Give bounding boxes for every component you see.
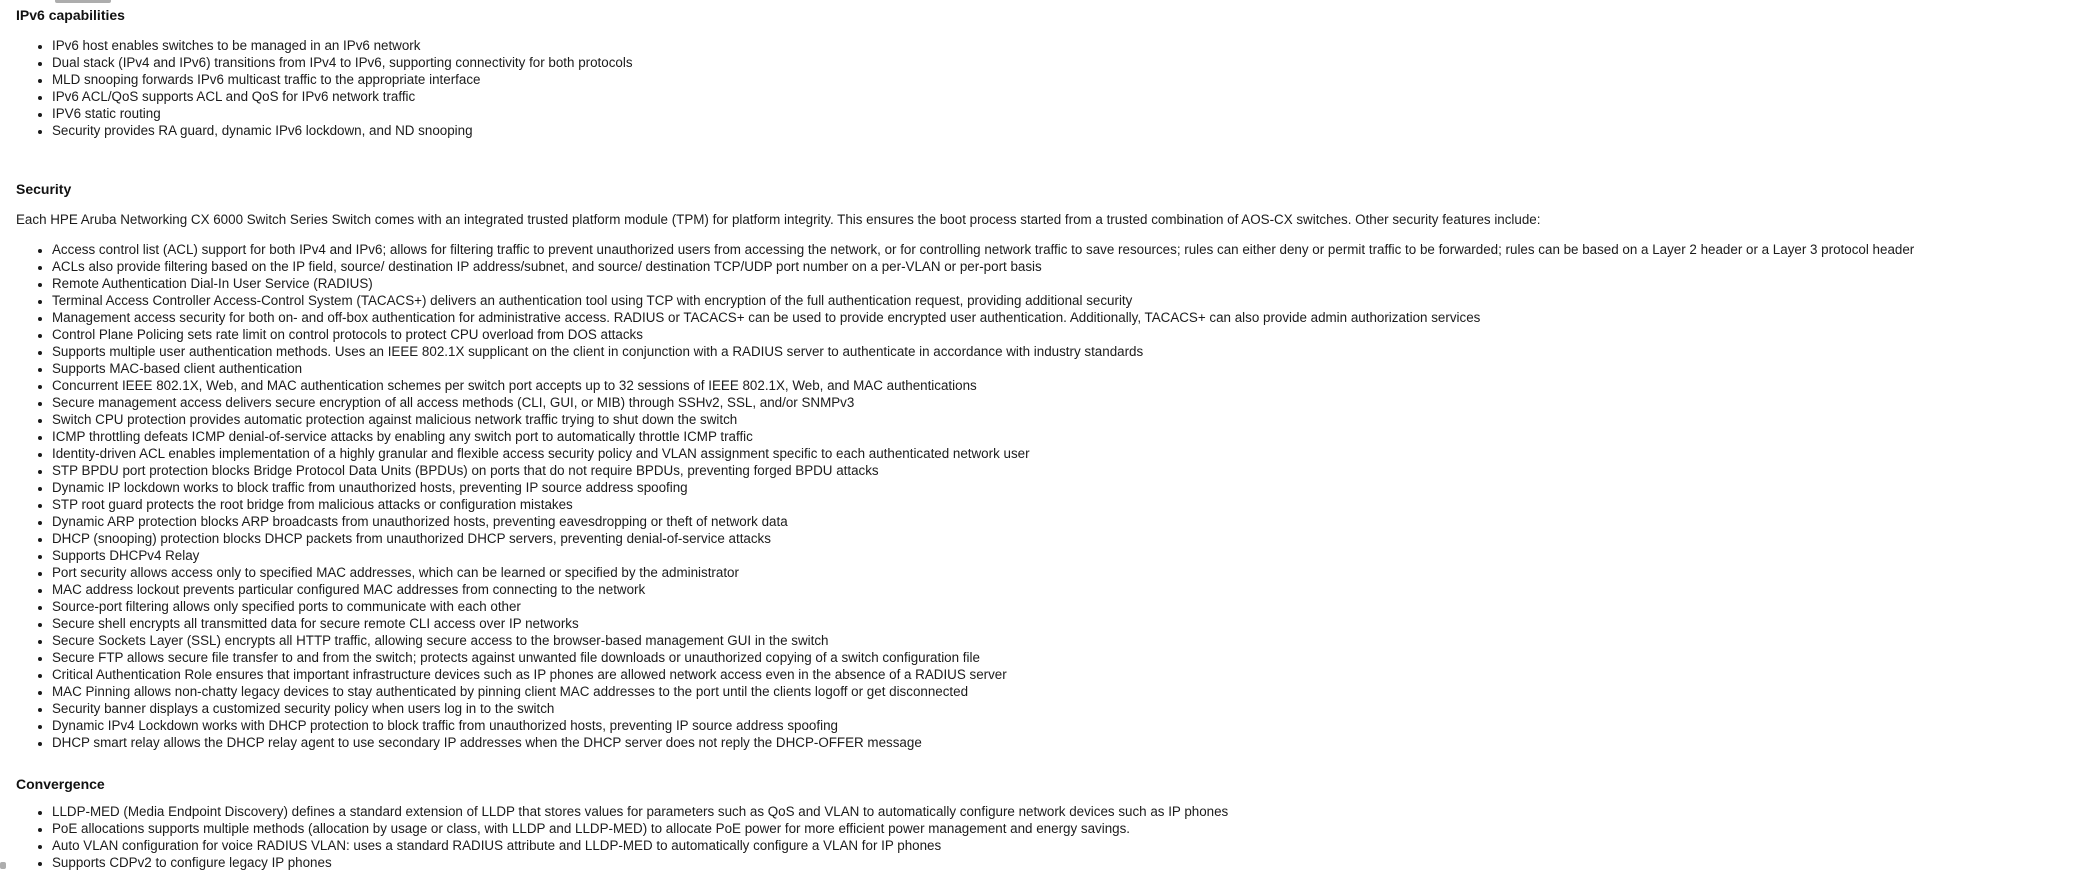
list-item: • IPV6 static routing: [52, 105, 2094, 122]
list-item: • Concurrent IEEE 802.1X, Web, and MAC authentication schemes per switch port accepts up to 32 sessions of IEEE 802.1X, Web, and MAC authentications: [52, 377, 2094, 394]
list-item: • Secure shell encrypts all transmitted data for secure remote CLI access over IP networks: [52, 615, 2094, 632]
list-item: • Supports CDPv2 to configure legacy IP phones: [52, 854, 2094, 871]
list-item: • Control Plane Policing sets rate limit on control protocols to protect CPU overload from DOS attacks: [52, 326, 2094, 343]
list-item: • ACLs also provide filtering based on the IP field, source/ destination IP address/subnet, and source/ destination TCP/UDP port number on a per-VLAN or per-port basis: [52, 258, 2094, 275]
list-item: • Security banner displays a customized security policy when users log in to the switch: [52, 700, 2094, 717]
security-intro-paragraph: Each HPE Aruba Networking CX 6000 Switch Series Switch comes with an integrated trusted platform module (TPM) for platform integrity. This ensures the boot process started from a trusted combination of AOS-CX switches. Other security features include:: [16, 212, 1541, 227]
list-item: • DHCP (snooping) protection blocks DHCP packets from unauthorized DHCP servers, preventing denial-of-service attacks: [52, 530, 2094, 547]
list-item: • ICMP throttling defeats ICMP denial-of-service attacks by enabling any switch port to automatically throttle ICMP traffic: [52, 428, 2094, 445]
list-item: • Dynamic IPv4 Lockdown works with DHCP protection to block traffic from unauthorized hosts, preventing IP source address spoofing: [52, 717, 2094, 734]
section-heading-ipv6-capabilities: IPv6 capabilities: [16, 7, 125, 23]
section-heading-convergence: Convergence: [16, 776, 105, 792]
list-item: • Dual stack (IPv4 and IPv6) transitions from IPv4 to IPv6, supporting connectivity for both protocols: [52, 54, 2094, 71]
convergence-bullet-list: [16, 803, 2094, 871]
list-item: • Security provides RA guard, dynamic IPv6 lockdown, and ND snooping: [52, 122, 2094, 139]
list-item: • Supports DHCPv4 Relay: [52, 547, 2094, 564]
section-convergence: [16, 776, 2094, 871]
list-item: • Secure management access delivers secure encryption of all access methods (CLI, GUI, or MIB) through SSHv2, SSL, and/or SNMPv3: [52, 394, 2094, 411]
list-item: • Critical Authentication Role ensures that important infrastructure devices such as IP phones are allowed network access even in the absence of a RADIUS server: [52, 666, 2094, 683]
list-item: • Supports MAC-based client authentication: [52, 360, 2094, 377]
list-item: • DHCP smart relay allows the DHCP relay agent to use secondary IP addresses when the DHCP server does not reply the DHCP-OFFER message: [52, 734, 2094, 751]
section-ipv6-capabilities: [16, 7, 2094, 139]
crop-artifact-bottom: [0, 862, 6, 869]
list-item: • Dynamic IP lockdown works to block traffic from unauthorized hosts, preventing IP source address spoofing: [52, 479, 2094, 496]
list-item: • MLD snooping forwards IPv6 multicast traffic to the appropriate interface: [52, 71, 2094, 88]
list-item: • Terminal Access Controller Access-Control System (TACACS+) delivers an authentication tool using TCP with encryption of the full authentication request, providing additional security: [52, 292, 2094, 309]
list-item: • Port security allows access only to specified MAC addresses, which can be learned or specified by the administrator: [52, 564, 2094, 581]
security-bullet-list: [16, 241, 2094, 751]
list-item: • MAC Pinning allows non-chatty legacy devices to stay authenticated by pinning client MAC addresses to the port until the clients logoff or get disconnected: [52, 683, 2094, 700]
list-item: • Source-port filtering allows only specified ports to communicate with each other: [52, 598, 2094, 615]
list-item: • STP BPDU port protection blocks Bridge Protocol Data Units (BPDUs) on ports that do not require BPDUs, preventing forged BPDU attacks: [52, 462, 2094, 479]
list-item: • MAC address lockout prevents particular configured MAC addresses from connecting to the network: [52, 581, 2094, 598]
list-item: • Remote Authentication Dial-In User Service (RADIUS): [52, 275, 2094, 292]
list-item: • Secure Sockets Layer (SSL) encrypts all HTTP traffic, allowing secure access to the browser-based management GUI in the switch: [52, 632, 2094, 649]
list-item: • Access control list (ACL) support for both IPv4 and IPv6; allows for filtering traffic to prevent unauthorized users from accessing the network, or for controlling network traffic to save resources; rules can either deny or permit traffic to be forwarded; rules can be based on a Layer 2 header or a Layer 3 protocol header: [52, 241, 2094, 258]
list-item: • Auto VLAN configuration for voice RADIUS VLAN: uses a standard RADIUS attribute and LLDP-MED to automatically configure a VLAN for IP phones: [52, 837, 2094, 854]
section-heading-security: Security: [16, 181, 72, 197]
list-item: • LLDP-MED (Media Endpoint Discovery) defines a standard extension of LLDP that stores values for parameters such as QoS and VLAN to automatically configure network devices such as IP phones: [52, 803, 2094, 820]
list-item: • Supports multiple user authentication methods. Uses an IEEE 802.1X supplicant on the client in conjunction with a RADIUS server to authenticate in accordance with industry standards: [52, 343, 2094, 360]
list-item: • Dynamic ARP protection blocks ARP broadcasts from unauthorized hosts, preventing eavesdropping or theft of network data: [52, 513, 2094, 530]
list-item: • STP root guard protects the root bridge from malicious attacks or configuration mistakes: [52, 496, 2094, 513]
list-item: • IPv6 host enables switches to be managed in an IPv6 network: [52, 37, 2094, 54]
ipv6-capabilities-bullet-list: [16, 37, 2094, 139]
list-item: • Switch CPU protection provides automatic protection against malicious network traffic trying to shut down the switch: [52, 411, 2094, 428]
crop-artifact-top: [55, 0, 111, 3]
list-item: • Management access security for both on- and off-box authentication for administrative access. RADIUS or TACACS+ can be used to provide encrypted user authentication. Additionally, TACACS+ can also provide admin authorization services: [52, 309, 2094, 326]
section-security: [16, 181, 2094, 751]
list-item: • PoE allocations supports multiple methods (allocation by usage or class, with LLDP and LLDP-MED) to allocate PoE power for more efficient power management and energy savings.: [52, 820, 2094, 837]
list-item: • Secure FTP allows secure file transfer to and from the switch; protects against unwanted file downloads or unauthorized copying of a switch configuration file: [52, 649, 2094, 666]
list-item: • IPv6 ACL/QoS supports ACL and QoS for IPv6 network traffic: [52, 88, 2094, 105]
list-item: • Identity-driven ACL enables implementation of a highly granular and flexible access security policy and VLAN assignment specific to each authenticated network user: [52, 445, 2094, 462]
